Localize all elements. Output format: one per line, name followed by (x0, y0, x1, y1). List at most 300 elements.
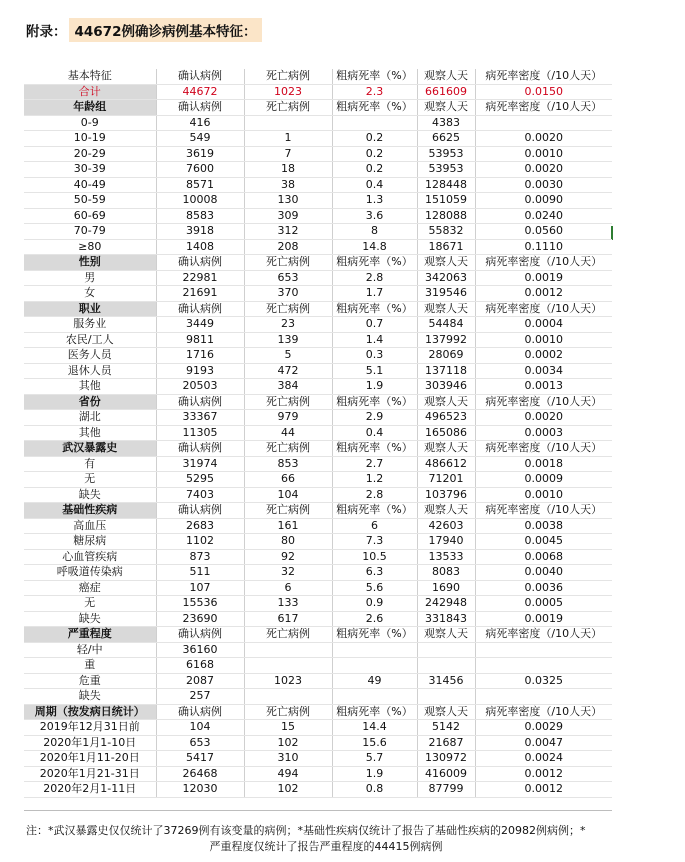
table-cell: 653 (156, 735, 244, 751)
total-cell: 1023 (244, 84, 332, 100)
table-cell: 1102 (156, 534, 244, 550)
table-cell: 549 (156, 131, 244, 147)
row-label: 10-19 (24, 131, 156, 147)
table-cell (475, 658, 612, 674)
table-cell: 8083 (417, 565, 475, 581)
section-column-header: 粗病死率（%） (332, 301, 417, 317)
section-column-header: 粗病死率（%） (332, 441, 417, 457)
footnote (26, 823, 626, 855)
row-label: 湖北 (24, 410, 156, 426)
table-cell: 0.0010 (475, 487, 612, 503)
table-cell: 15536 (156, 596, 244, 612)
table-cell: 92 (244, 549, 332, 565)
table-cell: 384 (244, 379, 332, 395)
characteristics-table (24, 69, 612, 798)
table-row (24, 270, 612, 286)
row-label: 20-29 (24, 146, 156, 162)
section-column-header: 病死率密度（/10人天） (475, 301, 612, 317)
table-cell: 130972 (417, 751, 475, 767)
total-cell: 2.3 (332, 84, 417, 100)
table-cell: 0.0010 (475, 332, 612, 348)
table-cell: 486612 (417, 456, 475, 472)
table-cell: 0.0009 (475, 472, 612, 488)
table-cell: 55832 (417, 224, 475, 240)
table-cell: 310 (244, 751, 332, 767)
table-cell: 0.3 (332, 348, 417, 364)
table-row (24, 410, 612, 426)
section-title: 周期（按发病日统计） (24, 704, 156, 720)
table-row (24, 766, 612, 782)
table-row (24, 332, 612, 348)
section-column-header: 死亡病例 (244, 100, 332, 116)
table-row (24, 735, 612, 751)
table-cell: 133 (244, 596, 332, 612)
section-column-header: 确认病例 (156, 441, 244, 457)
table-cell: 165086 (417, 425, 475, 441)
table-cell: 7403 (156, 487, 244, 503)
table-row (24, 379, 612, 395)
table-cell: 104 (156, 720, 244, 736)
table-cell: 6.3 (332, 565, 417, 581)
table-row (24, 642, 612, 658)
table-cell: 102 (244, 782, 332, 798)
section-column-header: 粗病死率（%） (332, 503, 417, 519)
table-cell: 0.0045 (475, 534, 612, 550)
table-cell: 5.1 (332, 363, 417, 379)
row-label: 心血管疾病 (24, 549, 156, 565)
column-header: 死亡病例 (244, 69, 332, 84)
table-row (24, 596, 612, 612)
table-cell: 617 (244, 611, 332, 627)
table-cell: 0.0020 (475, 131, 612, 147)
table-cell: 0.1110 (475, 239, 612, 255)
section-column-header: 死亡病例 (244, 627, 332, 643)
table-row (24, 673, 612, 689)
table-cell: 0.0003 (475, 425, 612, 441)
table-cell: 5295 (156, 472, 244, 488)
table-cell: 26468 (156, 766, 244, 782)
table-cell: 2.6 (332, 611, 417, 627)
table-cell: 319546 (417, 286, 475, 302)
table-cell: 342063 (417, 270, 475, 286)
table-row (24, 317, 612, 333)
section-title: 严重程度 (24, 627, 156, 643)
table-cell: 312 (244, 224, 332, 240)
table-cell: 0.0004 (475, 317, 612, 333)
row-label: 70-79 (24, 224, 156, 240)
table-cell: 0.0018 (475, 456, 612, 472)
table-cell: 11305 (156, 425, 244, 441)
section-column-header: 病死率密度（/10人天） (475, 627, 612, 643)
table-row (24, 115, 612, 131)
table-cell (244, 658, 332, 674)
table-cell: 0.0019 (475, 611, 612, 627)
table-cell: 5 (244, 348, 332, 364)
table-bottom-rule (24, 810, 612, 811)
table-cell: 18671 (417, 239, 475, 255)
table-cell: 137992 (417, 332, 475, 348)
table-cell: 208 (244, 239, 332, 255)
table-cell (244, 689, 332, 705)
table-cell: 1.9 (332, 766, 417, 782)
table-cell: 103796 (417, 487, 475, 503)
table-cell: 0.0012 (475, 782, 612, 798)
table-cell: 42603 (417, 518, 475, 534)
row-label: 无 (24, 596, 156, 612)
row-label: 女 (24, 286, 156, 302)
section-column-header: 确认病例 (156, 627, 244, 643)
table-cell: 0.0013 (475, 379, 612, 395)
total-cell: 合计 (24, 84, 156, 100)
row-label: 服务业 (24, 317, 156, 333)
section-column-header: 确认病例 (156, 704, 244, 720)
table-cell: 15 (244, 720, 332, 736)
table-cell: 28069 (417, 348, 475, 364)
section-title: 省份 (24, 394, 156, 410)
table-cell: 31456 (417, 673, 475, 689)
table-row (24, 720, 612, 736)
table-cell: 3.6 (332, 208, 417, 224)
table-cell (244, 642, 332, 658)
table-cell: 17940 (417, 534, 475, 550)
table-row (24, 348, 612, 364)
table-cell: 21687 (417, 735, 475, 751)
table-cell: 0.8 (332, 782, 417, 798)
section-title: 性别 (24, 255, 156, 271)
table-cell: 33367 (156, 410, 244, 426)
table-row (24, 131, 612, 147)
table-cell: 21691 (156, 286, 244, 302)
section-column-header: 死亡病例 (244, 441, 332, 457)
row-label: 有 (24, 456, 156, 472)
table-cell: 0.0024 (475, 751, 612, 767)
table-cell: 0.0560 (475, 224, 612, 240)
row-label: 糖尿病 (24, 534, 156, 550)
table-cell: 151059 (417, 193, 475, 209)
table-cell (332, 642, 417, 658)
table-cell: 0.0325 (475, 673, 612, 689)
row-label: 2020年1月21-31日 (24, 766, 156, 782)
table-cell: 242948 (417, 596, 475, 612)
table-cell: 20503 (156, 379, 244, 395)
section-column-header: 粗病死率（%） (332, 627, 417, 643)
row-label: 其他 (24, 425, 156, 441)
footnote-line-1: 注：*武汉暴露史仅仅统计了37269例有该变量的病例；*基础性疾病仅统计了报告了基础性疾病的20982例病例；* (26, 824, 586, 837)
table-row (24, 658, 612, 674)
table-cell: 10.5 (332, 549, 417, 565)
table-row (24, 487, 612, 503)
table-cell: 0.0005 (475, 596, 612, 612)
table-cell: 0.2 (332, 162, 417, 178)
title-prefix: 附录： (26, 24, 67, 40)
row-label: 缺失 (24, 611, 156, 627)
table-cell (417, 642, 475, 658)
column-header: 观察人天 (417, 69, 475, 84)
row-label: 癌症 (24, 580, 156, 596)
table-cell: 1690 (417, 580, 475, 596)
table-body (24, 69, 612, 797)
table-cell: 44 (244, 425, 332, 441)
table-row (24, 782, 612, 798)
table-cell: 36160 (156, 642, 244, 658)
table-row (24, 162, 612, 178)
section-column-header: 病死率密度（/10人天） (475, 255, 612, 271)
section-header-row (24, 704, 612, 720)
row-label: 2020年2月1-11日 (24, 782, 156, 798)
table-row (24, 534, 612, 550)
title-highlight: 44672例确诊病例基本特征： (69, 18, 263, 42)
row-label: 缺失 (24, 487, 156, 503)
table-cell: 1.2 (332, 472, 417, 488)
table-cell: 0.4 (332, 425, 417, 441)
section-column-header: 粗病死率（%） (332, 255, 417, 271)
table-cell: 49 (332, 673, 417, 689)
section-column-header: 观察人天 (417, 100, 475, 116)
row-label: 2020年1月1-10日 (24, 735, 156, 751)
table-cell (475, 642, 612, 658)
table-cell: 71201 (417, 472, 475, 488)
table-cell: 0.0019 (475, 270, 612, 286)
table-cell: 0.0010 (475, 146, 612, 162)
section-header-row (24, 394, 612, 410)
table-cell: 128448 (417, 177, 475, 193)
section-title: 武汉暴露史 (24, 441, 156, 457)
table-cell: 2087 (156, 673, 244, 689)
table-cell: 80 (244, 534, 332, 550)
section-column-header: 观察人天 (417, 503, 475, 519)
table-cell: 2.8 (332, 270, 417, 286)
table-cell: 137118 (417, 363, 475, 379)
section-column-header: 确认病例 (156, 301, 244, 317)
row-label: 轻/中 (24, 642, 156, 658)
table-cell: 0.0020 (475, 410, 612, 426)
section-header-row (24, 627, 612, 643)
table-cell: 2.9 (332, 410, 417, 426)
section-column-header: 确认病例 (156, 100, 244, 116)
table-cell: 873 (156, 549, 244, 565)
column-header: 确认病例 (156, 69, 244, 84)
row-label: 2020年1月11-20日 (24, 751, 156, 767)
section-column-header: 粗病死率（%） (332, 704, 417, 720)
table-cell: 130 (244, 193, 332, 209)
table-cell: 0.0036 (475, 580, 612, 596)
table-cell: 0.2 (332, 131, 417, 147)
table-row (24, 549, 612, 565)
section-header-row (24, 441, 612, 457)
table-cell: 370 (244, 286, 332, 302)
table-cell: 0.0240 (475, 208, 612, 224)
table-cell: 18 (244, 162, 332, 178)
table-row (24, 425, 612, 441)
table-cell: 8571 (156, 177, 244, 193)
table-cell: 309 (244, 208, 332, 224)
table-cell: 102 (244, 735, 332, 751)
table-cell: 15.6 (332, 735, 417, 751)
table-cell: 4383 (417, 115, 475, 131)
section-column-header: 确认病例 (156, 255, 244, 271)
table-cell: 1.4 (332, 332, 417, 348)
table-cell: 5.6 (332, 580, 417, 596)
section-column-header: 死亡病例 (244, 394, 332, 410)
table-cell: 6168 (156, 658, 244, 674)
table-cell: 853 (244, 456, 332, 472)
table-row (24, 208, 612, 224)
table-cell: 5142 (417, 720, 475, 736)
table-cell: 2683 (156, 518, 244, 534)
section-header-row (24, 503, 612, 519)
table-cell: 14.4 (332, 720, 417, 736)
table-cell: 0.0047 (475, 735, 612, 751)
table-cell: 1 (244, 131, 332, 147)
table-cell: 653 (244, 270, 332, 286)
table-cell: 54484 (417, 317, 475, 333)
table-cell: 5417 (156, 751, 244, 767)
section-title: 年龄组 (24, 100, 156, 116)
table-cell: 128088 (417, 208, 475, 224)
footnote-line-2: 严重程度仅统计了报告严重程度的44415例病例 (209, 840, 443, 853)
table-cell: 1716 (156, 348, 244, 364)
section-column-header: 观察人天 (417, 394, 475, 410)
table-cell: 53953 (417, 162, 475, 178)
table-cell: 12030 (156, 782, 244, 798)
table-cell: 104 (244, 487, 332, 503)
column-header: 粗病死率（%） (332, 69, 417, 84)
table-cell: 10008 (156, 193, 244, 209)
section-column-header: 确认病例 (156, 394, 244, 410)
table-cell: 6625 (417, 131, 475, 147)
section-title: 基础性疾病 (24, 503, 156, 519)
table-cell: 7.3 (332, 534, 417, 550)
table-cell: 0.0020 (475, 162, 612, 178)
table-cell: 3918 (156, 224, 244, 240)
section-header-row (24, 100, 612, 116)
section-column-header: 观察人天 (417, 627, 475, 643)
table-cell: 13533 (417, 549, 475, 565)
table-cell: 0.0090 (475, 193, 612, 209)
table-cell: 0.0012 (475, 766, 612, 782)
section-column-header: 死亡病例 (244, 704, 332, 720)
table-cell: 9811 (156, 332, 244, 348)
table-cell: 0.0029 (475, 720, 612, 736)
table-row (24, 363, 612, 379)
row-label: 危重 (24, 673, 156, 689)
table-cell (475, 115, 612, 131)
section-title: 职业 (24, 301, 156, 317)
table-cell: 979 (244, 410, 332, 426)
row-label: 呼吸道传染病 (24, 565, 156, 581)
section-column-header: 死亡病例 (244, 301, 332, 317)
table-cell: 1.7 (332, 286, 417, 302)
table-cell (417, 658, 475, 674)
table-cell: 1.9 (332, 379, 417, 395)
table-row (24, 689, 612, 705)
table-cell: 1023 (244, 673, 332, 689)
table-row (24, 286, 612, 302)
table-cell: 0.0030 (475, 177, 612, 193)
total-row (24, 84, 612, 100)
total-cell: 0.0150 (475, 84, 612, 100)
table-cell: 87799 (417, 782, 475, 798)
table-cell: 0.0002 (475, 348, 612, 364)
table-cell: 32 (244, 565, 332, 581)
row-label: 无 (24, 472, 156, 488)
table-row (24, 456, 612, 472)
table-cell: 53953 (417, 146, 475, 162)
table-cell: 0.0040 (475, 565, 612, 581)
table-row (24, 472, 612, 488)
table-cell: 0.2 (332, 146, 417, 162)
table-cell: 0.4 (332, 177, 417, 193)
table-cell: 0.0038 (475, 518, 612, 534)
row-label: 0-9 (24, 115, 156, 131)
table-cell (332, 115, 417, 131)
section-column-header: 病死率密度（/10人天） (475, 441, 612, 457)
table-cell: 107 (156, 580, 244, 596)
row-label: 退休人员 (24, 363, 156, 379)
table-cell (417, 689, 475, 705)
table-cell (244, 115, 332, 131)
table-cell: 23 (244, 317, 332, 333)
table-cell: 303946 (417, 379, 475, 395)
table-row (24, 224, 612, 240)
page-title (26, 18, 262, 42)
table-row (24, 751, 612, 767)
table-cell: 494 (244, 766, 332, 782)
row-label: 2019年12月31日前 (24, 720, 156, 736)
table-cell: 257 (156, 689, 244, 705)
row-label: 高血压 (24, 518, 156, 534)
table-cell: 8 (332, 224, 417, 240)
table-row (24, 177, 612, 193)
table-cell: 7600 (156, 162, 244, 178)
section-column-header: 病死率密度（/10人天） (475, 394, 612, 410)
table-row (24, 146, 612, 162)
table-cell: 8583 (156, 208, 244, 224)
section-column-header: 死亡病例 (244, 255, 332, 271)
table-row (24, 580, 612, 596)
table-cell (332, 689, 417, 705)
total-cell: 44672 (156, 84, 244, 100)
row-label: ≥80 (24, 239, 156, 255)
table-cell: 6 (244, 580, 332, 596)
table-cell: 0.0034 (475, 363, 612, 379)
row-label: 重 (24, 658, 156, 674)
section-column-header: 确认病例 (156, 503, 244, 519)
table-cell: 416 (156, 115, 244, 131)
row-label: 60-69 (24, 208, 156, 224)
table-row (24, 611, 612, 627)
table-cell: 331843 (417, 611, 475, 627)
table-cell: 416009 (417, 766, 475, 782)
table-cell: 1408 (156, 239, 244, 255)
table-cell: 3619 (156, 146, 244, 162)
table-cell (475, 689, 612, 705)
column-header: 基本特征 (24, 69, 156, 84)
table-cell: 472 (244, 363, 332, 379)
section-header-row (24, 301, 612, 317)
table-cell: 0.7 (332, 317, 417, 333)
table-cell: 6 (332, 518, 417, 534)
table-row (24, 518, 612, 534)
table-cell: 31974 (156, 456, 244, 472)
column-header-row (24, 69, 612, 84)
table-cell: 7 (244, 146, 332, 162)
table-row (24, 193, 612, 209)
section-column-header: 死亡病例 (244, 503, 332, 519)
table-cell: 511 (156, 565, 244, 581)
table-row (24, 239, 612, 255)
section-column-header: 观察人天 (417, 441, 475, 457)
